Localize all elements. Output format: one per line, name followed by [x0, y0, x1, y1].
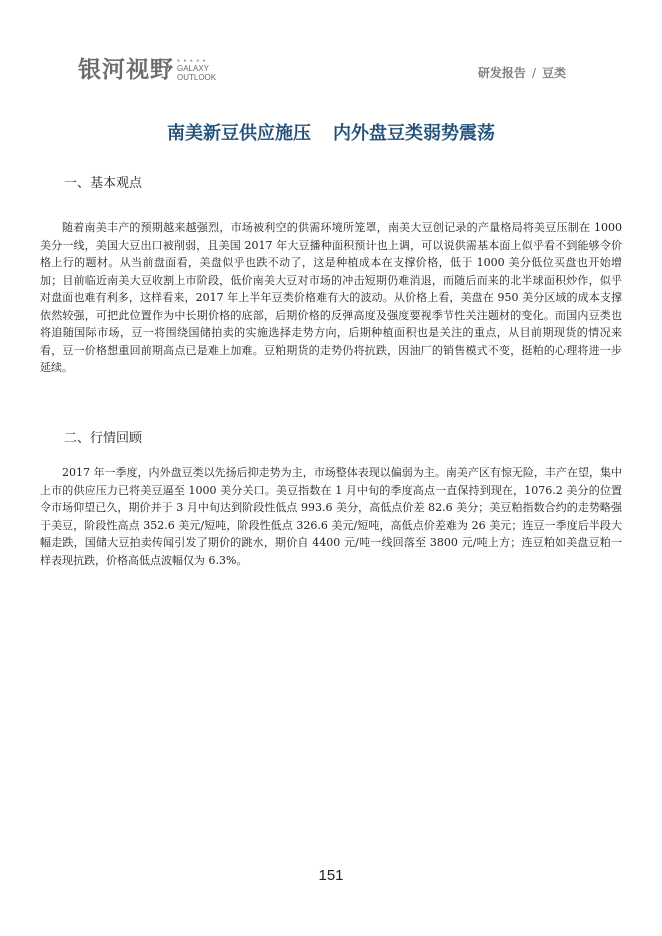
galaxy-outlook-logo	[78, 50, 216, 84]
breadcrumb-separator: /	[531, 66, 536, 80]
logo-english-line-2: OUTLOOK	[177, 73, 217, 82]
breadcrumb	[478, 64, 566, 81]
page-header	[0, 0, 662, 100]
logo-english-line-1: GALAXY	[177, 64, 210, 73]
section-paragraph-basic-view: 随着南美丰产的预期越来越强烈，市场被利空的供需环境所笼罩，南美大豆创记录的产量格局将美豆压制在 1000 美分一线，美国大豆出口被削弱，且美国 2017 年大豆播种面积预计也上调，可以说供需基本面上似乎看不到能够令价格上行的题材。从当前盘面看，美盘似乎也跌不动了，这是种植成本在支撑价格，低于 1000 美分低位买盘也开始增加；目前临近南美大豆收割上市阶段，低价南美大豆对市场的冲击短期仍难消退，而随后而来的北半球面积炒作，似乎对盘面也难有利多，这样看来，2017 年上半年豆类价格难有大的波动。从价格上看，美盘在 950 美分区域的成本支撑依然较强，可把此位置作为中长期价格的底部，后期价格的反弹高度及强度要视季节性关注题材的变化。而国内豆类也将追随国际市场，豆一将围绕国储拍卖的实施选择走势方向，后期种植面积也是关注的重点，从目前期现货的情况来看，豆一价格想重回前期高点已是难上加难。豆粕期货的走势仍将抗跌，因油厂的销售模式不变，挺粕的心理将进一步延续。	[40, 221, 622, 374]
article-title	[0, 119, 662, 145]
breadcrumb-category: 豆类	[541, 66, 566, 80]
breadcrumb-report-type: 研发报告	[477, 66, 526, 80]
article-title-part-2: 内外盘豆类弱势震荡	[333, 123, 495, 144]
logo-dots: ● ● ● ● ●	[177, 58, 207, 64]
article-title-part-1: 南美新豆供应施压	[167, 123, 311, 144]
page-number: 151	[318, 867, 344, 884]
section-heading-market-review: 二、行情回顾	[64, 431, 143, 446]
logo-chinese-text: 银河视野	[78, 57, 174, 83]
section-heading-basic-view: 一、基本观点	[64, 176, 143, 191]
logo-english-block	[177, 58, 216, 84]
section-paragraph-market-review: 2017 年一季度，内外盘豆类以先扬后抑走势为主，市场整体表现以偏弱为主。南美产区有惊无险，丰产在望，集中上市的供应压力已将美豆逼至 1000 美分关口。美豆指数在 1 月中旬的季度高点一直保持到现在，1076.2 美分的位置令市场仰望已久，期价并于 3 月中旬达到阶段性低点 993.6 美分，高低点价差 82.6 美分；美豆粕指数合约的走势略强于美豆，阶段性高点 352.6 美元/短吨，阶段性低点 326.6 美元/短吨，高低点价差难为 26 美元；连豆一季度后半段大幅走跌，国储大豆拍卖传闻引发了期价的跳水，期价自 4400 元/吨一线回落至 3800 元/吨上方；连豆粕如美盘豆粕一样表现抗跌，价格高低点波幅仅为 6.3%。	[40, 466, 622, 567]
